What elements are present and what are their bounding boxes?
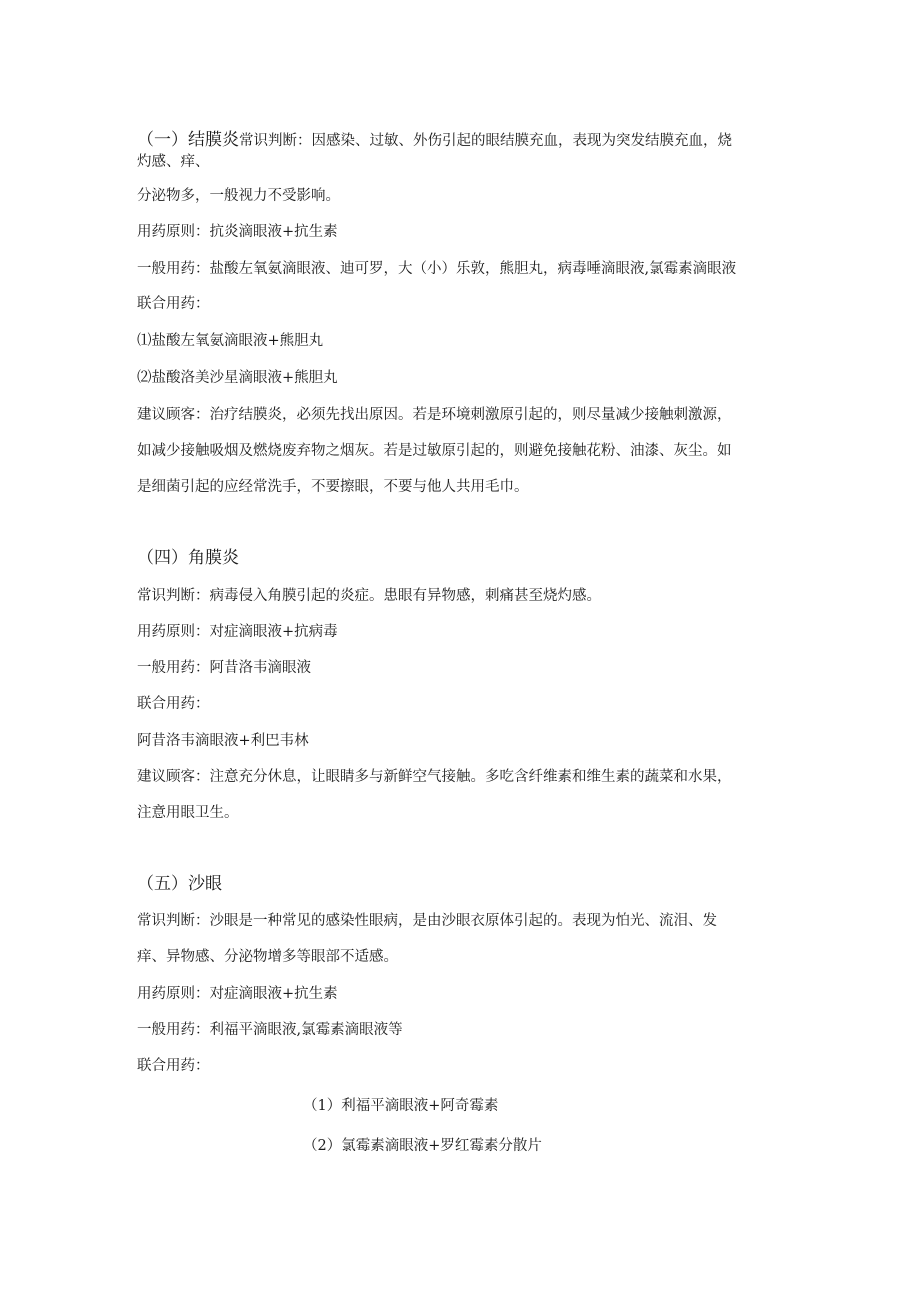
section5-combo-label: 联合用药：	[137, 1058, 210, 1074]
section5-principle: 用药原则：对症滴眼液+抗生素	[137, 986, 338, 1002]
section4-general: 一般用药：阿昔洛韦滴眼液	[137, 660, 311, 676]
section1-general: 一般用药：盐酸左氧氨滴眼液、迪可罗，大（小）乐敦，熊胆丸，病毒唾滴眼液,氯霉素滴眼液	[137, 261, 737, 277]
section5-combo-item: （1）利福平滴眼液+阿奇霉素	[303, 1098, 499, 1114]
section1-first-line	[137, 130, 732, 151]
section4-principle: 用药原则：对症滴眼液+抗病毒	[137, 624, 338, 640]
section1-advice-line: 是细菌引起的应经常洗手，不要擦眼，不要与他人共用毛巾。	[137, 479, 529, 495]
section1-combo-item: ⑴盐酸左氧氨滴眼液+熊胆丸	[137, 333, 324, 349]
section1-judgment-cont2: 分泌物多，一般视力不受影响。	[137, 188, 340, 204]
section4-combo: 阿昔洛韦滴眼液+利巴韦林	[137, 733, 309, 749]
section1-combo-item: ⑵盐酸洛美沙星滴眼液+熊胆丸	[137, 370, 338, 386]
section4-advice-line: 建议顾客：注意充分休息，让眼睛多与新鲜空气接触。多吃含纤维素和维生素的蔬菜和水果，	[137, 769, 732, 785]
section1-heading: （一）结膜炎	[137, 130, 239, 150]
section1-principle: 用药原则：抗炎滴眼液+抗生素	[137, 224, 338, 240]
section4-combo-label: 联合用药：	[137, 696, 210, 712]
section5-heading: （五）沙眼	[137, 874, 222, 894]
section1-judgment-cont: 灼感、痒、	[137, 154, 210, 170]
section4-advice-line: 注意用眼卫生。	[137, 805, 239, 821]
section5-judgment-line: 痒、异物感、分泌物增多等眼部不适感。	[137, 949, 398, 965]
section5-combo-item: （2）氯霉素滴眼液+罗红霉素分散片	[303, 1138, 542, 1154]
section4-heading: （四）角膜炎	[137, 548, 239, 568]
section1-combo-label: 联合用药：	[137, 296, 210, 312]
section5-general: 一般用药：利福平滴眼液,氯霉素滴眼液等	[137, 1022, 403, 1038]
section5-judgment-line: 常识判断：沙眼是一种常见的感染性眼病，是由沙眼衣原体引起的。表现为怕光、流泪、发	[137, 913, 717, 929]
section1-advice-line: 如减少接触吸烟及燃烧废弃物之烟灰。若是过敏原引起的，则避免接触花粉、油漆、灰尘。如	[137, 443, 732, 459]
section1-judgment: 常识判断：因感染、过敏、外伤引起的眼结膜充血，表现为突发结膜充血，烧	[239, 133, 732, 149]
section4-judgment: 常识判断：病毒侵入角膜引起的炎症。患眼有异物感，刺痛甚至烧灼感。	[137, 588, 601, 604]
section1-advice-line: 建议顾客：治疗结膜炎，必须先找出原因。若是环境刺激原引起的，则尽量减少接触刺激源，	[137, 407, 732, 423]
